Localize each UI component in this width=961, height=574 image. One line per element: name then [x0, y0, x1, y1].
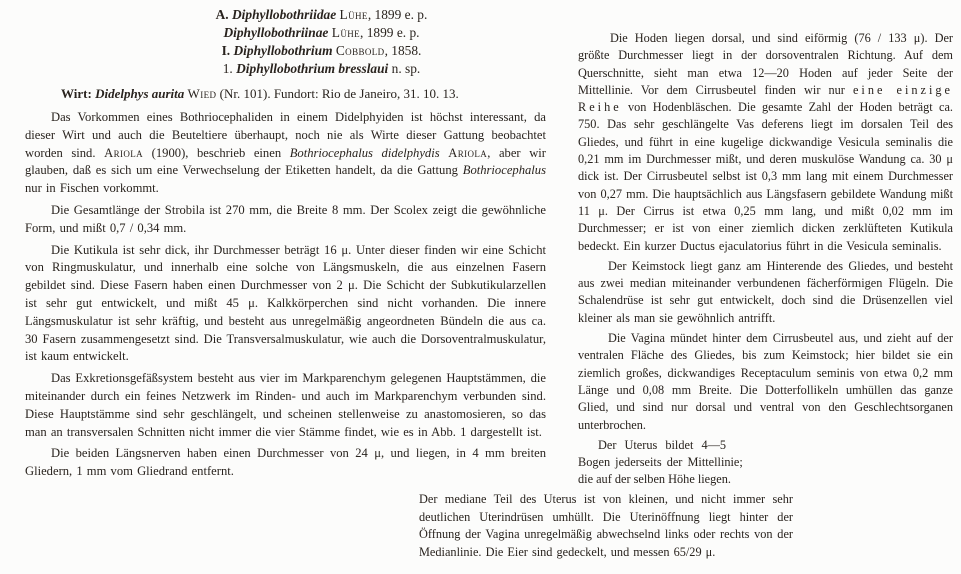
paragraph-vagina: Die Vagina mündet hinter dem Cirrusbeutel aus, und zieht auf der ventralen Fläche des Gliedes, bis zum Keimstock; hier bildet sie ein ziemlich großes, dickwandiges Receptaculum seminis von etwa 0,2 mm Länge und 0,08 mm Breite. Die Dotterfollikeln umhüllen das ganze Glied, und sind nur dorsal und ventral von den Geschlechtsorganen unterbrochen.	[578, 331, 953, 432]
paragraph-strobila-dimensions: Die Gesamtlänge der Strobila ist 270 mm, die Breite 8 mm. Der Scolex zeigt die gewöhnliche Form, und mißt 0,7 / 0,34 mm.	[25, 202, 546, 235]
heading-genus: I. Diphyllobothrium Cobbold, 1858.	[221, 43, 422, 58]
uterus-line-2: Bogen jederseits der Mittellinie;	[578, 455, 743, 470]
paragraph-longitudinal-nerves: Die beiden Längsnerven haben einen Durchmesser von 24 μ, und liegen, in 4 mm breiten Gliedern, 1 mm vom Gliedrand entfernt.	[25, 446, 546, 479]
paragraph-excretory-system: Das Exkretionsgefäßsystem besteht aus vier im Markparenchym gelegenen Hauptstämmen, die miteinander durch ein feines Netzwerk im Rinden- und auch im Markparenchym verbunden sind. Diese Hauptstämme sind sehr geschlängelt, und scheinen stellenweise zu anastomosieren, so das man an transversalen Schnitten nicht immer die vier Stämme findet, wie es in Abb. 1 dargestellt ist.	[25, 371, 546, 439]
uterus-line-3: die auf der selben Höhe liegen.	[578, 472, 731, 487]
right-column	[578, 30, 953, 489]
paragraph-occurrence: Das Vorkommen eines Bothriocephaliden in einem Didelphyiden ist höchst interessant, da dieser Wirt und auch die Beuteltiere überhaupt, noch nie als Wirte dieser Gattung beobachtet worden sind. Ariola (1900), beschrieb einen Bothriocephalus didelphydis Ariola, aber wir glauben, daß es sich um eine Verwechselung der Etiketten handelt, da die Gattung Bothriocephalus nur in Fischen vorkommt.	[25, 110, 546, 196]
heading-family: A. Diphyllobothriidae Lühe, 1899 e. p.	[215, 7, 428, 22]
paragraph-testes-cirrus: Die Hoden liegen dorsal, und sind eiförmig (76 / 133 μ). Der größte Durchmesser liegt in der dorsoventralen Richtung. Auf dem Querschnitte, sieht man etwa 12—20 Hoden auf jeder Seite der Mittellinie. Vor dem Cirrusbeutel finden wir nur eine einzige Reihe von Hodenbläschen. Die gesamte Zahl der Hoden beträgt ca. 750. Das sehr geschlängelte Vas deferens liegt im dorsalen Teil des Gliedes, und führt in eine kugelige dickwandige Vesicula seminalis die 0,21 mm im Durchmesser mißt, und deren muskulöse Wandung ca. 30 μ dick ist. Der Cirrusbeutel selbst ist 0,3 mm lang mit einem Durchmesser von 0,27 mm. Die hauptsächlich aus Längsfasern gebildete Wandung mißt 11 μ. Der Cirrus ist etwa 0,25 mm lang, und mißt 0,02 mm im Durchmesser; er ist von einer ziemlich dicken zerklüfteten Kutikula bedeckt. Ein kurzer Ductus ejaculatorius führt in die Vesicula seminalis.	[578, 31, 954, 253]
paragraph-uterus-arcs	[578, 437, 784, 489]
uterus-line-1: Der Uterus bildet 4—5	[598, 437, 727, 452]
paragraph-keimstock: Der Keimstock liegt ganz am Hinterende des Gliedes, und besteht aus zwei median miteinander verbundenen fächerförmigen Flügeln. Die Schalendrüse ist sehr gut entwickelt, doch sind die Drüsenzellen viel kleiner als man sie gewöhnlich antrifft.	[578, 258, 953, 325]
paragraph-uterus-median: Der mediane Teil des Uterus ist von kleinen, und nicht immer sehr deutlichen Uterindrüsen umhüllt. Die Uterinöffnung liegt hinter der Öffnung der Vagina unregelmäßig abwechselnd links oder rechts von der Medianlinie. Die Eier sind gedeckelt, und messen 65/29 μ.	[419, 492, 793, 559]
taxonomy-headings	[25, 6, 546, 78]
host-locality-line: Wirt: Didelphys aurita Wied (Nr. 101). Fundort: Rio de Janeiro, 31. 10. 13.	[61, 86, 459, 101]
heading-subfamily: Diphyllobothriinae Lühe, 1899 e. p.	[223, 25, 420, 40]
heading-species: 1. Diphyllobothrium bresslaui n. sp.	[222, 61, 421, 76]
paragraph-cuticula-musculature: Die Kutikula ist sehr dick, ihr Durchmesser beträgt 16 μ. Unter dieser finden wir eine Schicht von Ringmuskulatur, und innerhalb eine solche von Längsmuskeln, die aus einzelnen Fasern gebildet sind. Diese Fasern haben einen Durchmesser von 2 μ. Die Schicht der Subkutikularzellen ist sehr gut entwickelt, und mißt 45 μ. Kalkkörperchen sind nicht vorhanden. Die innere Längsmuskulatur ist sehr kräftig, und besteht aus unregelmäßig angeordneten Bündeln die aus ca. 30 Fasern zusammengesetzt sind. Die Transversalmuskulatur, wie auch die Dorsoventralmuskulatur, ist kaum entwickelt.	[25, 242, 546, 364]
left-column	[25, 6, 546, 481]
